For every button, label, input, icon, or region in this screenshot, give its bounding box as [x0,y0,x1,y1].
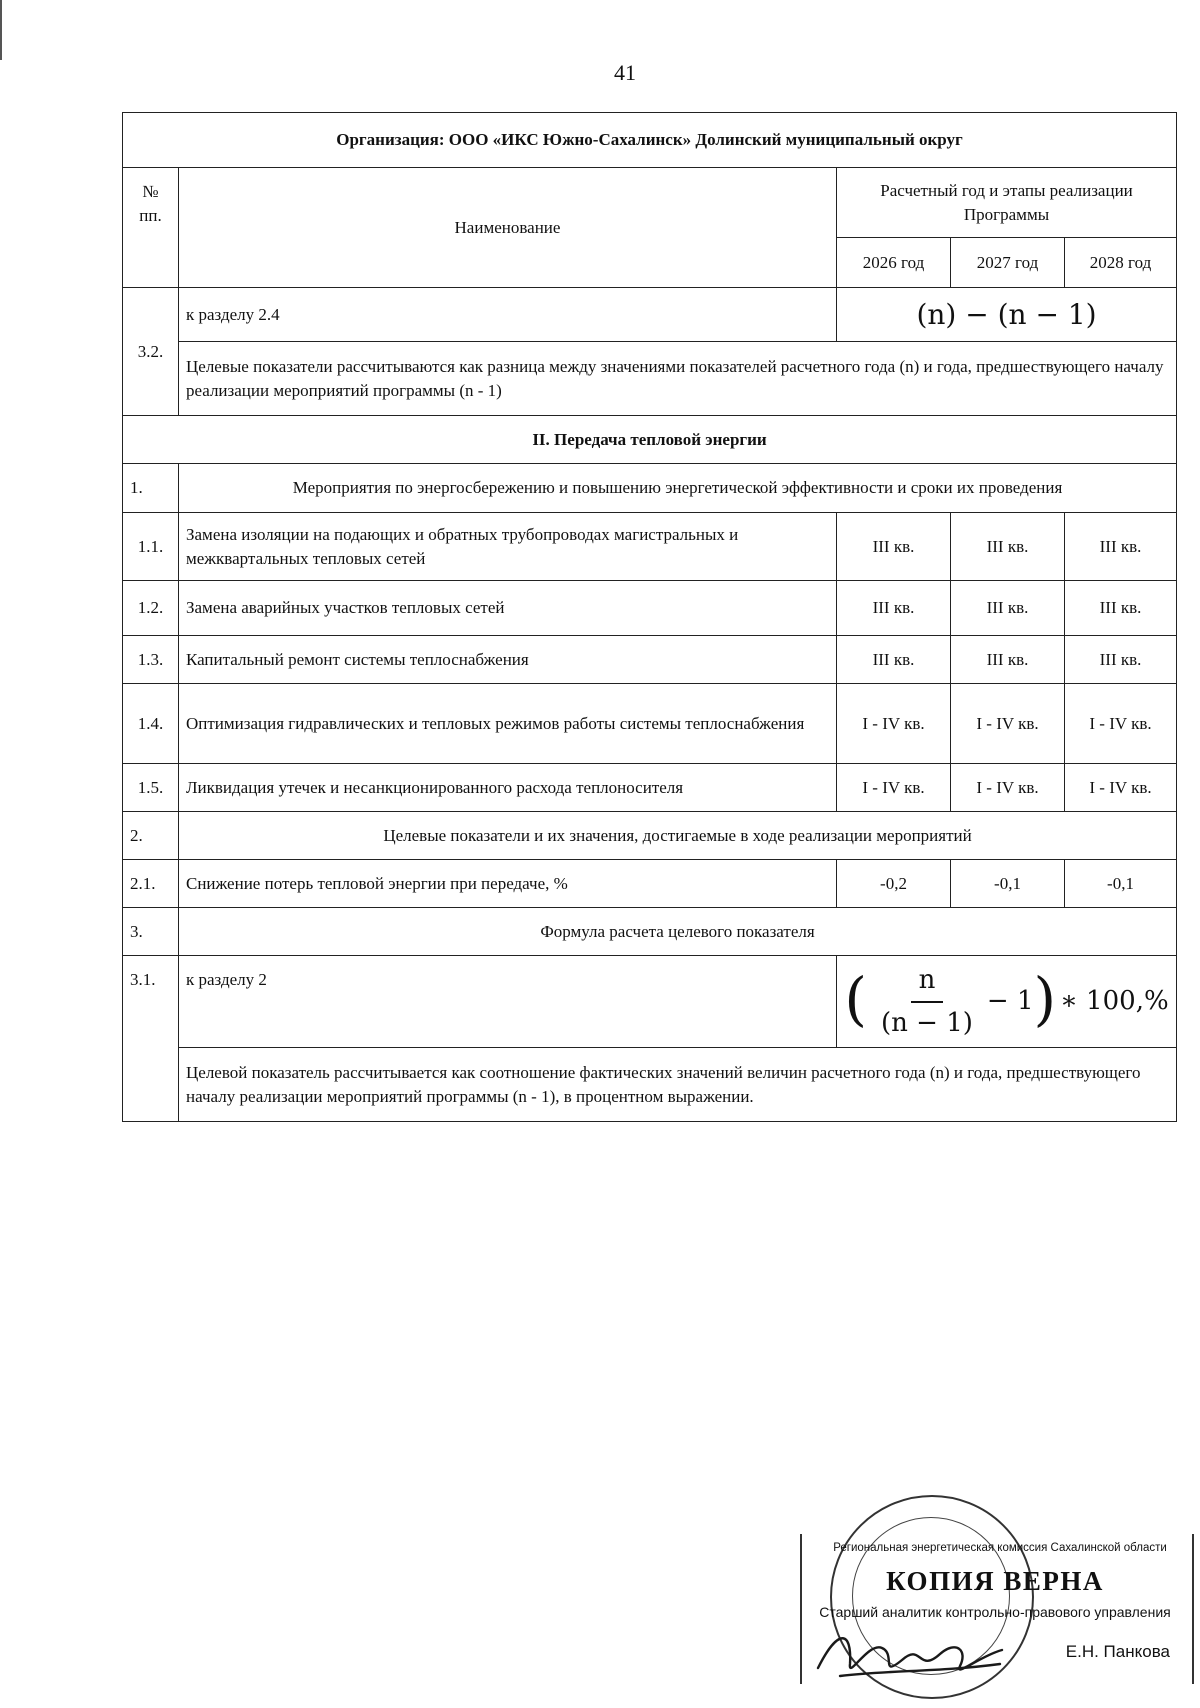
stamp-signer-name: Е.Н. Панкова [1065,1642,1170,1661]
row-name: Снижение потерь тепловой энергии при передаче, % [179,860,837,908]
row-value-2028: I - IV кв. [1065,764,1177,812]
page-number: 41 [614,60,636,85]
row-value-2027: -0,1 [951,860,1065,908]
header-year-2026: 2026 год [837,238,951,288]
row-value-2028: III кв. [1065,581,1177,636]
header-period: Расчетный год и этапы реализации Программы [837,168,1177,238]
formula-numerator: n [911,962,944,1002]
row-3-1-number: 3.1. [123,956,179,1122]
row-value-2027: III кв. [951,636,1065,684]
row-value-2026: -0,2 [837,860,951,908]
formula-right-paren: ) [1033,964,1057,1033]
row-name: Замена аварийных участков тепловых сетей [179,581,837,636]
row-value-2027: I - IV кв. [951,764,1065,812]
organization-title: Организация: ООО «ИКС Южно-Сахалинск» Долинский муниципальный округ [123,113,1177,168]
row-number: 1.5. [123,764,179,812]
row-value-2028: III кв. [1065,513,1177,581]
row-3-1-description: Целевой показатель рассчитывается как соотношение фактических значений величин расчетного года (n) и года, предшествующего началу реализации мероприятий программы (n - 1), в процентном выражении. [179,1048,1177,1122]
row-value-2028: -0,1 [1065,860,1177,908]
row-number: 1.3. [123,636,179,684]
row-3-1-formula [837,956,1177,1048]
table-row [123,513,1177,581]
row-value-2027: III кв. [951,513,1065,581]
header-number: № пп. [123,168,179,288]
header-name: Наименование [179,168,837,288]
row-name: Замена изоляции на подающих и обратных трубопроводах магистральных и межквартальных тепловых сетей [179,513,837,581]
measures-title: Мероприятия по энергосбережению и повышению энергетической эффективности и сроки их проведения [179,464,1177,513]
formula-section-number: 3. [123,908,179,956]
table-row [123,581,1177,636]
measures-number: 1. [123,464,179,513]
table-row [123,860,1177,908]
program-table [122,112,1177,1122]
targets-title: Целевые показатели и их значения, достигаемые в ходе реализации мероприятий [179,812,1177,860]
signature-icon [810,1620,1010,1690]
stamp-org: Региональная энергетическая комиссия Сахалинской области [833,1542,1167,1554]
formula-section-title: Формула расчета целевого показателя [179,908,1177,956]
table-row [123,684,1177,764]
row-value-2026: I - IV кв. [837,684,951,764]
targets-number: 2. [123,812,179,860]
header-year-2028: 2028 год [1065,238,1177,288]
scan-edge [0,0,2,60]
row-value-2026: III кв. [837,513,951,581]
row-value-2026: III кв. [837,636,951,684]
row-number: 1.1. [123,513,179,581]
formula-minus-one: − 1 [986,986,1034,1017]
row-value-2028: I - IV кв. [1065,684,1177,764]
row-name: Капитальный ремонт системы теплоснабжения [179,636,837,684]
formula-tail: ∗ 100,% [1060,986,1169,1017]
formula-left-paren: ( [844,964,867,1033]
row-number: 1.4. [123,684,179,764]
stamp-title: КОПИЯ ВЕРНА [886,1566,1104,1596]
row-value-2026: III кв. [837,581,951,636]
row-value-2027: I - IV кв. [951,684,1065,764]
table-row [123,636,1177,684]
row-3-2-name: к разделу 2.4 [179,288,837,342]
row-value-2028: III кв. [1065,636,1177,684]
formula-fraction [873,962,981,1041]
row-3-2-number: 3.2. [123,288,179,416]
row-name: Ликвидация утечек и несанкционированного расхода теплоносителя [179,764,837,812]
header-year-2027: 2027 год [951,238,1065,288]
row-number: 1.2. [123,581,179,636]
row-value-2026: I - IV кв. [837,764,951,812]
row-number: 2.1. [123,860,179,908]
row-name: Оптимизация гидравлических и тепловых режимов работы системы теплоснабжения [179,684,837,764]
certification-stamp [790,1480,1200,1708]
row-3-1-name: к разделу 2 [179,956,837,1048]
row-3-2-description: Целевые показатели рассчитываются как разница между значениями показателей расчетного года (n) и года, предшествующего началу реализации мероприятий программы (n - 1) [179,342,1177,416]
row-3-2-formula: (n) − (n − 1) [837,288,1177,342]
table-row [123,764,1177,812]
stamp-role: Старший аналитик контрольно-правового управления [819,1604,1171,1620]
section-title: II. Передача тепловой энергии [123,416,1177,464]
row-value-2027: III кв. [951,581,1065,636]
formula-denominator: (n − 1) [881,1007,973,1038]
